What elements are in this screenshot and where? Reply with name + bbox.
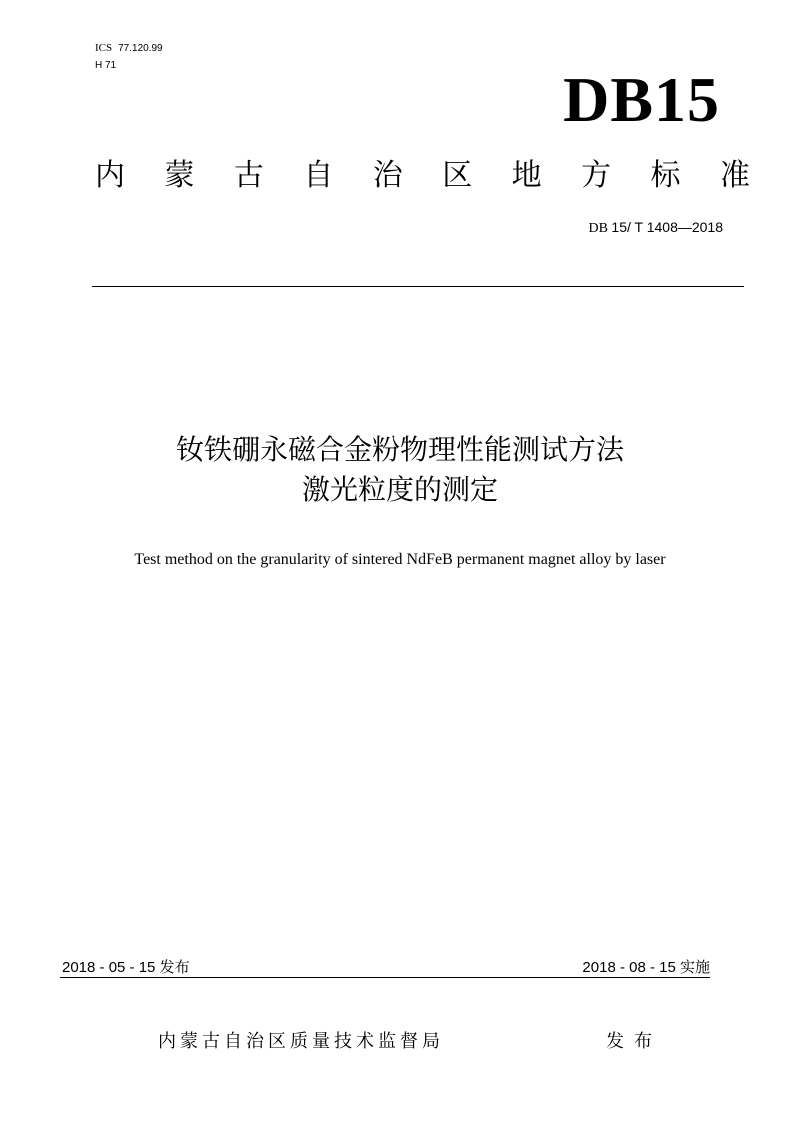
standard-type-char: 方 bbox=[581, 158, 612, 193]
standard-type-char: 区 bbox=[442, 158, 473, 193]
standard-type-char: 治 bbox=[372, 158, 403, 193]
standard-type-char: 标 bbox=[650, 158, 681, 193]
issue-date: 2018 - 05 - 15 发布 bbox=[62, 959, 190, 976]
standard-number-prefix: DB bbox=[588, 221, 608, 236]
db-logo: DB15 bbox=[563, 64, 720, 135]
ics-code bbox=[95, 40, 163, 57]
ics-number: 77.120.99 bbox=[118, 43, 163, 54]
standard-number-value: 15/ T 1408—2018 bbox=[611, 219, 723, 235]
publisher: 内蒙古自治区质量技术监督局 bbox=[158, 1031, 444, 1052]
standard-type-char: 自 bbox=[303, 158, 334, 193]
standard-type-char: 准 bbox=[719, 158, 750, 193]
classification-code: H 71 bbox=[95, 60, 117, 71]
title-english: Test method on the granularity of sintered NdFeB permanent magnet alloy by laser bbox=[134, 551, 666, 568]
standard-type-char: 古 bbox=[233, 158, 264, 193]
title-chinese bbox=[0, 430, 800, 510]
standard-type-heading bbox=[95, 156, 750, 196]
implementation-date: 2018 - 08 - 15 实施 bbox=[582, 959, 710, 976]
publish-label: 发布 bbox=[606, 1031, 662, 1052]
title-chinese-line2: 激光粒度的测定 bbox=[301, 473, 498, 506]
title-chinese-line1: 钕铁硼永磁合金粉物理性能测试方法 bbox=[175, 433, 624, 466]
standard-type-char: 地 bbox=[511, 158, 542, 193]
header-divider bbox=[92, 286, 744, 287]
standard-type-char: 蒙 bbox=[164, 158, 195, 193]
footer-divider bbox=[60, 977, 710, 978]
ics-label: ICS bbox=[95, 42, 113, 54]
standard-type-char: 内 bbox=[95, 158, 125, 193]
standard-number bbox=[588, 217, 723, 239]
